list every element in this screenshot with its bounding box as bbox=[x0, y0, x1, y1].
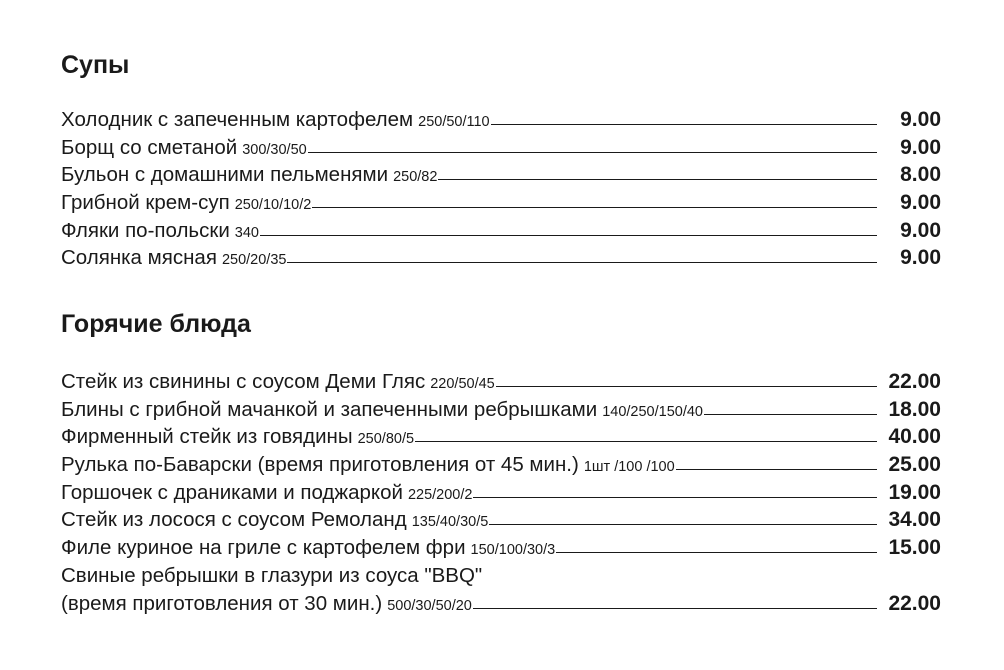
item-price: 9.00 bbox=[900, 246, 941, 270]
menu-item bbox=[61, 244, 941, 272]
menu-item bbox=[61, 396, 941, 424]
item-weight: 250/80/5 bbox=[357, 431, 415, 448]
section-title-hot-dishes: Горячие блюда bbox=[61, 310, 251, 338]
dot-leader bbox=[260, 234, 877, 236]
item-weight: 135/40/30/5 bbox=[411, 514, 489, 531]
dot-leader bbox=[308, 151, 877, 153]
dot-leader bbox=[287, 261, 877, 263]
item-name: Филе куриное на гриле с картофелем фри bbox=[61, 536, 466, 560]
menu-item bbox=[61, 106, 941, 134]
item-price: 9.00 bbox=[900, 191, 941, 215]
menu-item bbox=[61, 451, 941, 479]
menu-item bbox=[61, 506, 941, 534]
item-weight: 250/10/10/2 bbox=[234, 197, 312, 214]
item-weight: 250/50/110 bbox=[418, 114, 490, 130]
item-price: 15.00 bbox=[888, 536, 941, 560]
dot-leader bbox=[473, 496, 877, 498]
item-price: 9.00 bbox=[900, 135, 941, 159]
soups-list bbox=[61, 106, 941, 272]
item-price: 9.00 bbox=[900, 108, 941, 131]
item-name: Стейк из лосося с соусом Ремоланд bbox=[61, 508, 407, 532]
menu-item bbox=[61, 423, 941, 451]
item-price: 34.00 bbox=[888, 508, 941, 532]
item-price: 18.00 bbox=[888, 397, 941, 421]
menu-item bbox=[61, 534, 941, 562]
item-name: Борщ со сметаной bbox=[61, 135, 238, 159]
dot-leader bbox=[704, 413, 877, 415]
item-name: Фирменный стейк из говядины bbox=[61, 425, 353, 449]
section-title-soups: Супы bbox=[61, 51, 130, 79]
item-weight: 500/30/50/20 bbox=[387, 597, 472, 614]
menu-item bbox=[61, 161, 941, 189]
item-price: 9.00 bbox=[900, 218, 941, 242]
item-weight: 300/30/50 bbox=[242, 141, 307, 158]
item-price: 40.00 bbox=[888, 425, 941, 449]
item-name: Фляки по-польски bbox=[61, 218, 230, 242]
menu-item bbox=[61, 134, 941, 162]
item-price: 25.00 bbox=[888, 453, 941, 477]
item-name: Свиные ребрышки в глазури из соуса "BBQ" bbox=[61, 563, 483, 587]
item-price: 22.00 bbox=[888, 370, 941, 393]
menu-item bbox=[61, 217, 941, 245]
dot-leader bbox=[676, 468, 877, 470]
item-name: Блины с грибной мачанкой и запеченными ребрышками bbox=[61, 397, 598, 421]
item-weight: 220/50/45 bbox=[430, 376, 495, 392]
item-price: 8.00 bbox=[900, 163, 941, 187]
dot-leader bbox=[556, 551, 877, 553]
hot-dishes-list bbox=[61, 368, 941, 617]
dot-leader bbox=[473, 607, 877, 609]
menu-item bbox=[61, 562, 941, 617]
item-weight: 150/100/30/3 bbox=[470, 542, 556, 559]
item-weight: 250/20/35 bbox=[221, 252, 287, 269]
dot-leader bbox=[438, 178, 877, 180]
item-name: Горшочек с драниками и поджаркой bbox=[61, 480, 403, 504]
item-name-continued: (время приготовления от 30 мин.) bbox=[61, 591, 383, 615]
item-price: 22.00 bbox=[888, 591, 941, 615]
item-weight: 140/250/150/40 bbox=[602, 403, 703, 420]
item-name: Рулька по-Баварски (время приготовления от 45 мин.) bbox=[61, 453, 579, 477]
menu-item bbox=[61, 189, 941, 217]
item-name: Холодник с запеченным картофелем bbox=[61, 108, 414, 131]
dot-leader bbox=[496, 385, 877, 387]
item-name: Грибной крем-суп bbox=[61, 191, 230, 215]
item-second-line bbox=[61, 590, 941, 618]
item-weight: 340 bbox=[234, 224, 259, 241]
dot-leader bbox=[491, 123, 877, 125]
item-weight: 225/200/2 bbox=[407, 486, 473, 503]
dot-leader bbox=[312, 206, 877, 208]
dot-leader bbox=[415, 440, 877, 442]
menu-item bbox=[61, 368, 941, 396]
item-price: 19.00 bbox=[888, 480, 941, 504]
menu-item bbox=[61, 479, 941, 507]
item-name: Солянка мясная bbox=[61, 246, 217, 270]
item-name: Бульон с домашними пельменями bbox=[61, 163, 389, 187]
item-name: Стейк из свинины с соусом Деми Гляс bbox=[61, 370, 426, 393]
item-weight: 250/82 bbox=[393, 169, 438, 186]
item-weight: 1шт /100 /100 bbox=[583, 459, 675, 476]
dot-leader bbox=[489, 523, 877, 525]
